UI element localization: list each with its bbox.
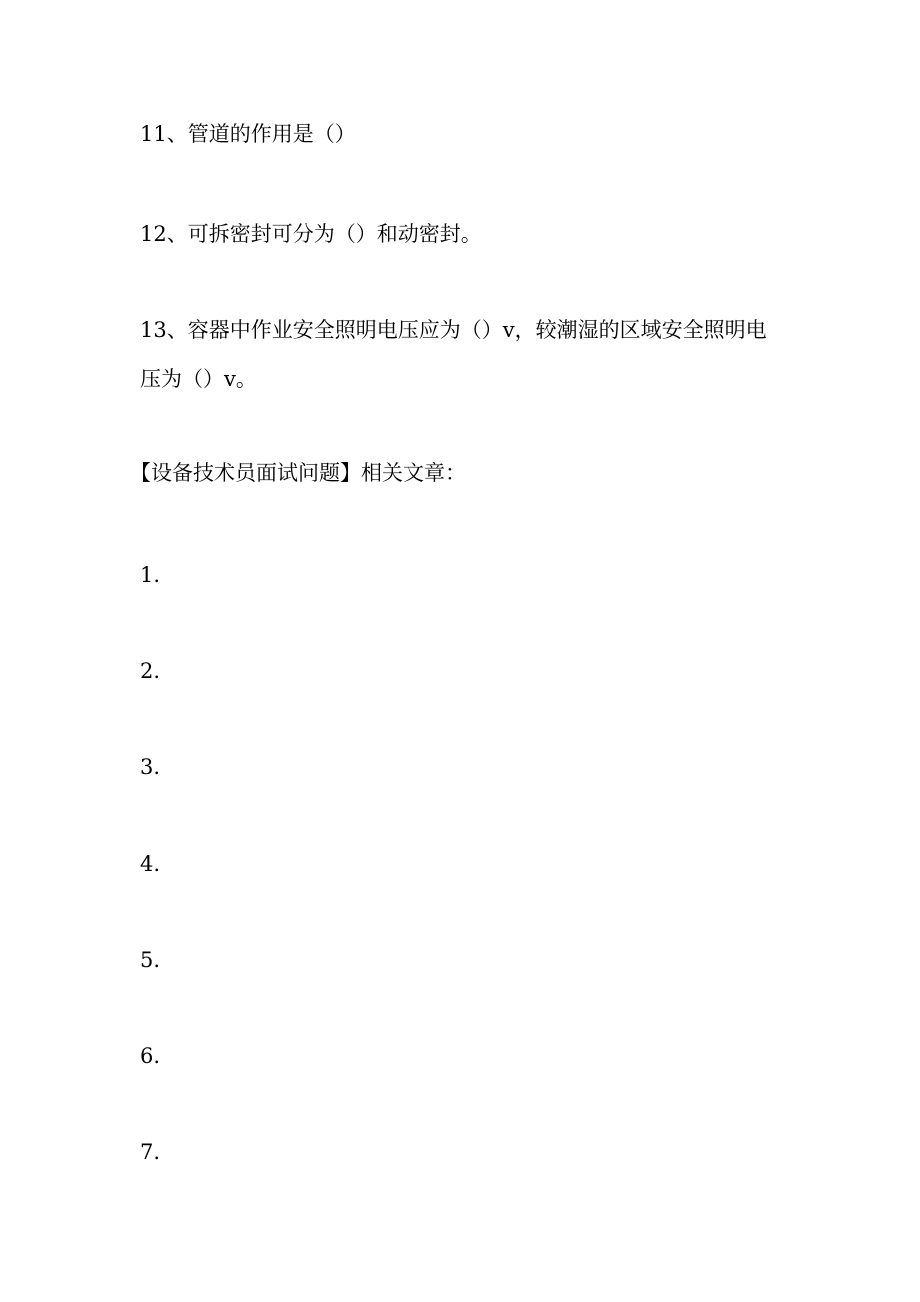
question-12: 12、可拆密封可分为（）和动密封。	[140, 222, 482, 246]
question-13-line-1: 13、容器中作业安全照明电压应为（）v，较潮湿的区域安全照明电	[140, 318, 767, 342]
related-article-item[interactable]: 4.	[140, 852, 161, 876]
related-article-item[interactable]: 6.	[140, 1044, 161, 1068]
related-article-item[interactable]: 2.	[140, 659, 161, 683]
related-article-item[interactable]: 7.	[140, 1140, 161, 1164]
related-article-item[interactable]: 5.	[140, 948, 161, 972]
related-articles-heading: 【设备技术员面试问题】相关文章：	[130, 461, 466, 485]
question-11: 11、管道的作用是（）	[140, 122, 356, 146]
question-13-line-2: 压为（）v。	[140, 367, 257, 391]
related-article-item[interactable]: 1.	[140, 563, 161, 587]
related-article-item[interactable]: 3.	[140, 755, 161, 779]
